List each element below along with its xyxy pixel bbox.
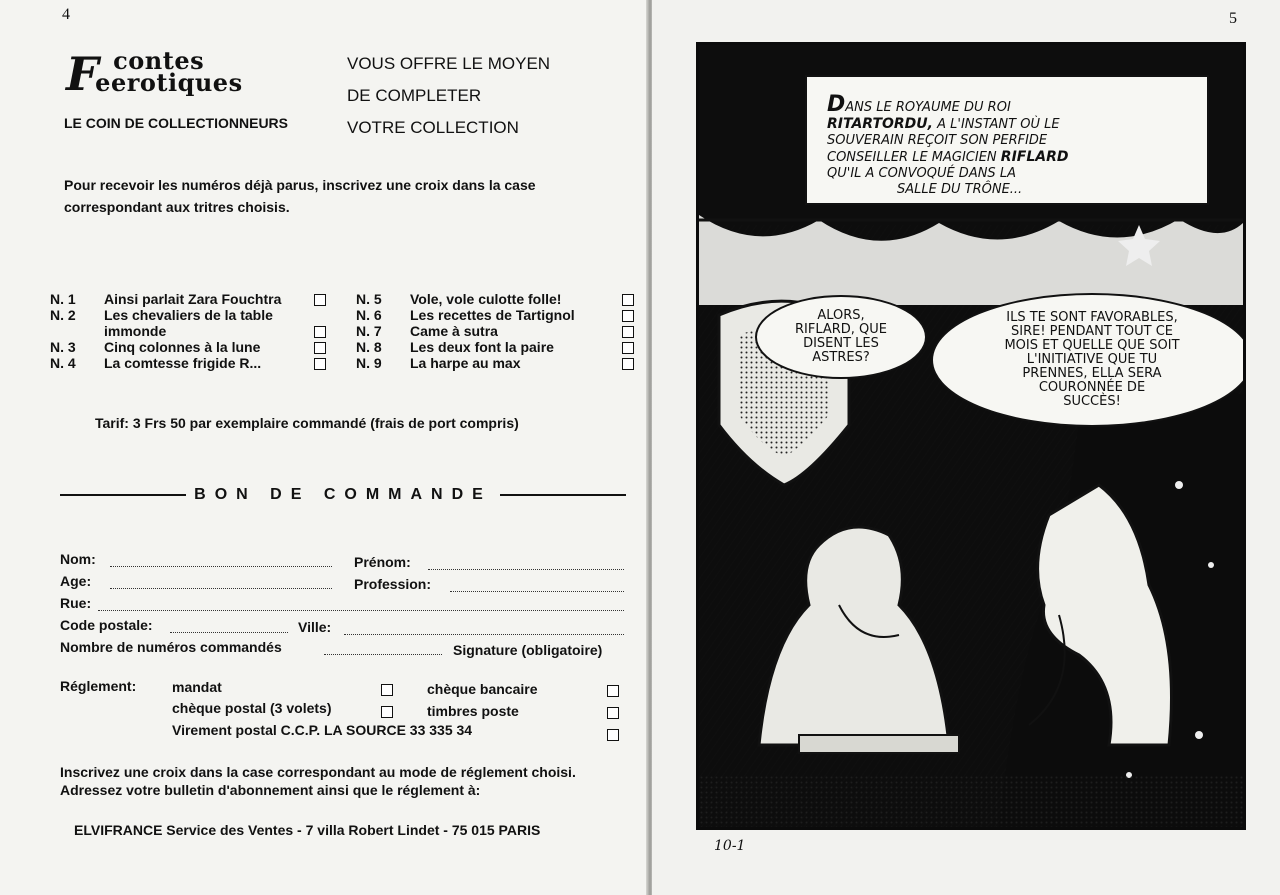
page-number-right: 5 — [1229, 10, 1237, 27]
title-row — [50, 291, 340, 307]
order-form-heading — [60, 486, 626, 504]
bubble-line: RIFLARD, QUE — [794, 322, 888, 337]
label-nom: Nom: — [60, 551, 96, 567]
title-checkbox[interactable] — [314, 294, 326, 306]
instructions — [60, 763, 576, 799]
caption-line: A L'INSTANT OÙ LE — [937, 117, 1060, 132]
title-number: N. 5 — [356, 291, 382, 307]
label-prenom: Prénom: — [354, 554, 411, 570]
bubble-line: SUCCÈS! — [1063, 394, 1121, 409]
title-checkbox[interactable] — [314, 358, 326, 370]
bubble-line: ASTRES? — [812, 350, 870, 365]
offer-text — [347, 48, 550, 144]
prenom-field[interactable] — [428, 569, 624, 570]
payment-virement: Virement postal C.C.P. LA SOURCE 33 335 34 — [172, 722, 473, 738]
title-name: Came à sutra — [410, 323, 498, 339]
logo-line-1: contes — [113, 46, 205, 75]
title-name: Les deux font la paire — [410, 339, 554, 355]
title-checkbox[interactable] — [622, 358, 634, 370]
profession-field[interactable] — [450, 591, 624, 592]
title-number: N. 1 — [50, 291, 76, 307]
payment-label: Réglement: — [60, 678, 137, 694]
caption-king-name: RITARTORDU, — [827, 116, 933, 132]
payment-option: chèque bancaire — [427, 681, 538, 697]
title-row — [50, 307, 340, 339]
price-note: Tarif: 3 Frs 50 par exemplaire commandé (frais de port compris) — [95, 415, 519, 431]
caption-line: CONSEILLER LE MAGICIEN — [827, 150, 997, 165]
title-name: Ainsi parlait Zara Fouchtra — [104, 291, 282, 307]
code-postale-field[interactable] — [170, 632, 288, 633]
title-checkbox[interactable] — [622, 342, 634, 354]
title-name: Les chevaliers de la table immonde — [104, 307, 273, 339]
payment-option: mandat — [172, 679, 222, 695]
ville-field[interactable] — [344, 634, 624, 635]
titles-list-right — [356, 291, 636, 371]
page-number-left: 4 — [62, 6, 70, 23]
title-checkbox[interactable] — [622, 310, 634, 322]
title-checkbox[interactable] — [622, 326, 634, 338]
panel-code: 10-1 — [714, 838, 746, 854]
intro-text: Pour recevoir les numéros déjà parus, inscrivez une croix dans la case correspondant aux tritres choisis. — [64, 177, 536, 215]
nombre-field[interactable] — [324, 654, 442, 655]
title-name: Les recettes de Tartignol — [410, 307, 575, 323]
mailing-address: ELVIFRANCE Service des Ventes - 7 villa Robert Lindet - 75 015 PARIS — [74, 822, 541, 838]
contes-erotiques-logo — [66, 46, 243, 101]
payment-option: timbres poste — [427, 703, 519, 719]
caption-magician-name: RIFLARD — [1000, 149, 1069, 165]
label-nombre: Nombre de numéros commandés — [60, 639, 282, 655]
label-rue: Rue: — [60, 595, 92, 611]
payment-checkbox[interactable] — [607, 685, 619, 697]
bubble-line: SIRE! PENDANT TOUT CE — [1011, 324, 1173, 339]
title-number: N. 4 — [50, 355, 76, 371]
caption-line: ANS LE ROYAUME DU ROI — [845, 100, 1011, 115]
caption-line: SOUVERAIN REÇOIT SON PERFIDE — [827, 133, 1048, 148]
payment-checkbox[interactable] — [607, 707, 619, 719]
heading-rule — [60, 494, 186, 496]
caption-line: SALLE DU TRÔNE... — [897, 182, 1023, 197]
title-row — [50, 339, 340, 355]
payment-checkbox[interactable] — [607, 729, 619, 741]
bubble-line: ILS TE SONT FAVORABLES, — [1006, 310, 1178, 325]
title-name: Vole, vole culotte folle! — [410, 291, 562, 307]
speech-bubble-king — [755, 295, 927, 379]
narration-caption — [805, 75, 1209, 205]
title-number: N. 3 — [50, 339, 76, 355]
bubble-line: PRENNES, ELLA SERA — [1022, 366, 1162, 381]
title-number: N. 7 — [356, 323, 382, 339]
nom-field[interactable] — [110, 566, 332, 567]
logo-big-letter: F — [66, 47, 100, 101]
title-number: N. 6 — [356, 307, 382, 323]
title-checkbox[interactable] — [622, 294, 634, 306]
titles-list-left — [50, 291, 340, 371]
bubble-line: COURONNÉE DE — [1038, 380, 1146, 395]
bubble-line: L'INITIATIVE QUE TU — [1026, 352, 1158, 367]
instruction-line: Adressez votre bulletin d'abonnement ainsi que le réglement à: — [60, 782, 481, 798]
payment-checkbox[interactable] — [381, 706, 393, 718]
offer-line: VOUS OFFRE LE MOYEN — [347, 54, 551, 73]
logo-line-2: eerotiques — [95, 68, 243, 97]
title-row — [356, 339, 636, 355]
caption-drop-cap: D — [827, 92, 846, 117]
label-code-postale: Code postale: — [60, 617, 153, 633]
heading-rule — [500, 494, 626, 496]
speech-bubble-magician — [931, 293, 1246, 427]
offer-line: VOTRE COLLECTION — [347, 118, 519, 137]
title-row — [356, 291, 636, 307]
order-form-title: BON DE COMMANDE — [194, 486, 492, 503]
title-name: La harpe au max — [410, 355, 521, 371]
instruction-line: Inscrivez une croix dans la case correspondant au mode de réglement choisi. — [60, 764, 576, 780]
collector-corner-title: LE COIN DE COLLECTIONNEURS — [64, 115, 289, 131]
comic-panel — [696, 42, 1246, 830]
caption-line: QU'IL A CONVOQUÉ DANS LA — [827, 166, 1016, 181]
offer-line: DE COMPLETER — [347, 86, 482, 105]
title-number: N. 2 — [50, 307, 76, 323]
title-name: La comtesse frigide R... — [104, 355, 262, 371]
bubble-line: DISENT LES — [803, 336, 879, 351]
payment-option: chèque postal (3 volets) — [172, 700, 332, 716]
label-age: Age: — [60, 573, 92, 589]
label-profession: Profession: — [354, 576, 432, 592]
age-field[interactable] — [110, 588, 332, 589]
rue-field[interactable] — [98, 610, 624, 611]
label-signature: Signature (obligatoire) — [453, 642, 603, 658]
title-row — [356, 323, 636, 339]
title-name: Cinq colonnes à la lune — [104, 339, 261, 355]
title-checkbox[interactable] — [314, 326, 326, 338]
bubble-line: MOIS ET QUELLE QUE SOIT — [1004, 338, 1180, 353]
title-number: N. 8 — [356, 339, 382, 355]
title-row — [356, 355, 636, 371]
right-page — [652, 0, 1280, 895]
title-checkbox[interactable] — [314, 342, 326, 354]
title-row — [50, 355, 340, 371]
label-ville: Ville: — [298, 619, 332, 635]
bubble-line: ALORS, — [817, 308, 865, 323]
payment-checkbox[interactable] — [381, 684, 393, 696]
title-row — [356, 307, 636, 323]
title-number: N. 9 — [356, 355, 382, 371]
